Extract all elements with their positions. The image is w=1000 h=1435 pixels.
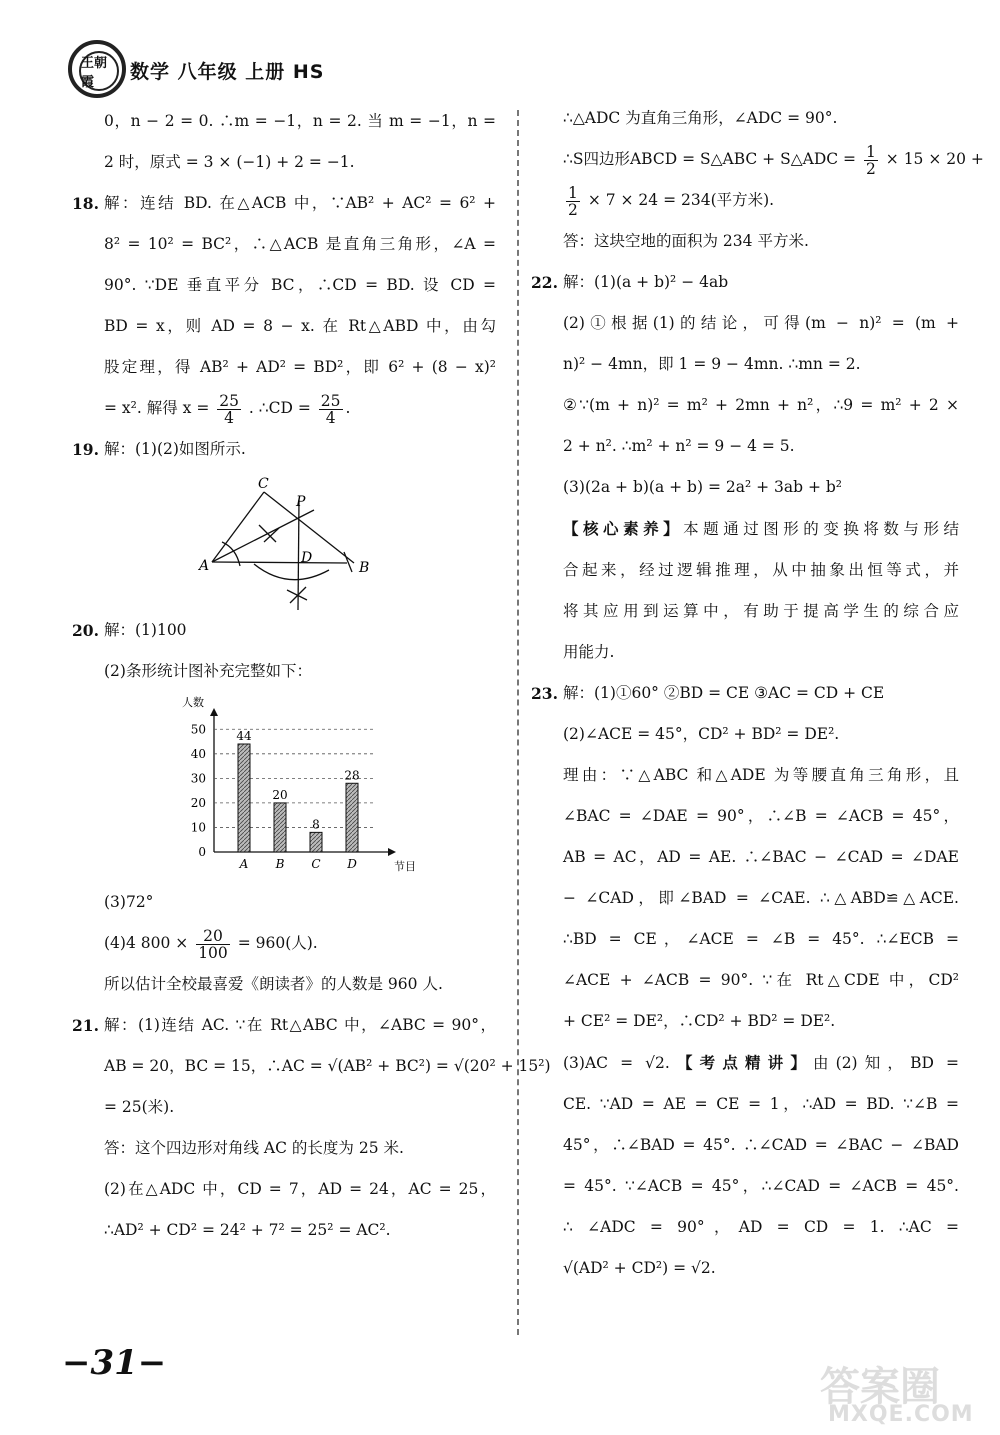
- text-line: 理由：∵△ABC 和△ADE 为等腰直角三角形，且: [563, 766, 959, 784]
- text-line: ∠ACE + ∠ACB = 90°. ∵在 Rt△CDE 中，CD²: [563, 971, 959, 989]
- question-number: 23.: [531, 684, 558, 703]
- x-tick-label: B: [275, 857, 285, 871]
- bar-value-label: 44: [236, 729, 252, 743]
- right-column: [531, 98, 984, 1289]
- text-line: = x². 解得 x = $\frac{25}{4}$ . ∴CD = $\frac{25}{4}$ .: [104, 391, 351, 427]
- logo-text: 王朝霞: [79, 51, 119, 91]
- text-line: 90°. ∵DE 垂直平分 BC，∴CD = BD. 设 CD =: [104, 276, 496, 294]
- q18-line: 18. 解：连结 BD. 在△ACB 中，∵AB² + AC² = 6² +: [104, 183, 496, 224]
- text-line: 合起来，经过逻辑推理，从中抽象出恒等式，并: [563, 561, 959, 579]
- text-line: = 45°. ∵∠ACB = 45°，∴∠CAD = ∠ACB = 45°.: [563, 1177, 959, 1195]
- q19-line: 19. 解：(1)(2)如图所示.: [104, 429, 496, 470]
- y-tick-label: 20: [190, 795, 206, 810]
- y-tick-label: 0: [198, 845, 206, 859]
- bar-B: [274, 803, 286, 852]
- text-line: (2)①根据(1)的结论，可得(m − n)² = (m +: [563, 314, 959, 332]
- text-line: ∠BAC = ∠DAE = 90°，∴∠B = ∠ACB = 45°，: [563, 807, 959, 825]
- bar-C: [310, 832, 322, 852]
- key-point-tag: 【考点精讲】: [669, 1053, 813, 1072]
- text-line: 0，n − 2 = 0. ∴m = −1，n = 2. 当 m = −1，n =: [104, 112, 496, 130]
- fraction: $\frac{20}{100}$: [198, 926, 228, 962]
- bar-value-label: 20: [272, 787, 288, 802]
- text-line: 所以估计全校最喜爱《朗读者》的人数是 960 人.: [104, 975, 443, 993]
- text-line: (3)(2a + b)(a + b) = 2a² + 3ab + b²: [563, 478, 843, 496]
- text-line: (4)4 800 × $\frac{20}{100}$ = 960(人).: [104, 926, 318, 962]
- book-title: 数学 八年级 上册 HS: [130, 61, 325, 83]
- label-a: A: [199, 558, 210, 574]
- text-line: ∴S四边形ABCD = S△ABC + S△ADC = $\frac{1}{2}$ × 15 × 20 +: [563, 142, 984, 178]
- x-tick-label: C: [311, 857, 321, 871]
- question-number: 21.: [72, 1016, 99, 1035]
- q20-line: 20. 解：(1)100: [104, 610, 496, 651]
- y-tick-label: 10: [190, 820, 206, 835]
- label-b: B: [359, 560, 370, 576]
- y-tick-label: 30: [190, 771, 206, 786]
- question-number: 22.: [531, 273, 558, 292]
- page-number: −31−: [62, 1343, 167, 1383]
- x-axis-arrow: [388, 848, 396, 856]
- text-line: n)² − 4mn，即 1 = 9 − 4mn. ∴mn = 2.: [563, 355, 861, 373]
- text-line: (2)在△ADC 中，CD = 7，AD = 24，AC = 25，: [104, 1180, 496, 1198]
- y-tick-label: 50: [190, 722, 206, 737]
- text-line: 8² = 10² = BC²，∴△ACB 是直角三角形，∠A =: [104, 235, 496, 253]
- label-c: C: [258, 476, 269, 492]
- text-line: − ∠CAD，即∠BAD = ∠CAE. ∴△ABD≌△ACE.: [563, 889, 959, 907]
- text-line: (2)∠ACE = 45°，CD² + BD² = DE².: [563, 725, 840, 743]
- text-line: CE. ∵AD = AE = CE = 1，∴AD = BD. ∵∠B =: [563, 1095, 959, 1113]
- q22-line: 22. 解：(1)(a + b)² − 4ab: [563, 262, 959, 303]
- text-line: 股定理，得 AB² + AD² = BD²，即 6² + (8 − x)²: [104, 358, 496, 376]
- text-line: ②∵(m + n)² = m² + 2mn + n²，∴9 = m² + 2 ×: [563, 396, 959, 414]
- text-line: 将其应用到运算中，有助于提高学生的综合应: [563, 602, 959, 620]
- text-line: 45°，∴∠BAD = 45°. ∴∠CAD = ∠BAC − ∠BAD: [563, 1136, 959, 1154]
- fraction: $\frac{1}{2}$: [865, 142, 876, 178]
- text-line: BD = x，则 AD = 8 − x. 在 Rt△ABD 中，由勾: [104, 317, 496, 335]
- core-literacy-tag: 【核心素养】: [563, 519, 684, 538]
- text-line: √(AD² + CD²) = √2.: [563, 1259, 716, 1277]
- fraction: $\frac{1}{2}$: [568, 183, 578, 219]
- question-number: 20.: [72, 621, 99, 640]
- bar-D: [346, 783, 358, 852]
- label-d: D: [301, 550, 313, 566]
- text-line: 【核心素养】本题通过图形的变换将数与形结: [563, 519, 959, 538]
- x-axis-label: 节目: [394, 860, 416, 873]
- text-line: 用能力.: [563, 643, 615, 661]
- text-line: $\frac{1}{2}$ × 7 × 24 = 234(平方米).: [568, 183, 775, 219]
- text-line: AB = 20，BC = 15，∴AC = √(AB² + BC²) = √(20² + 15²): [104, 1057, 551, 1075]
- y-tick-label: 40: [190, 746, 206, 761]
- bar-A: [238, 744, 250, 852]
- bar-value-label: 8: [312, 817, 320, 832]
- text-line: (3)AC = √2.【考点精讲】由(2)知，BD =: [563, 1053, 959, 1072]
- bar-chart: [104, 692, 424, 882]
- text-line: ∴ ∠ADC = 90°，AD = CD = 1. ∴AC =: [563, 1218, 959, 1236]
- text-line: 答：这个四边形对角线 AC 的长度为 25 米.: [104, 1139, 404, 1157]
- text-line: (3)72°: [104, 893, 154, 911]
- bar-value-label: 28: [344, 768, 360, 783]
- text-line: 答：这块空地的面积为 234 平方米.: [563, 232, 809, 250]
- text-line: ∴AD² + CD² = 24² + 7² = 25² = AC².: [104, 1221, 391, 1239]
- y-axis-arrow: [210, 708, 218, 716]
- question-number: 19.: [72, 440, 99, 459]
- geometry-figure: [104, 470, 484, 610]
- text-line: + CE² = DE²，∴CD² + BD² = DE².: [563, 1012, 836, 1030]
- fraction: $\frac{25}{4}$: [320, 391, 341, 427]
- watermark-logo: 答案圈: [820, 1364, 940, 1410]
- text-line: ∴△ADC 为直角三角形，∠ADC = 90°.: [563, 109, 838, 127]
- question-number: 18.: [72, 194, 99, 213]
- q23-line: 23. 解：(1)①60° ②BD = CE ③AC = CD + CE: [563, 673, 959, 714]
- text-line: AB = AC，AD = AE. ∴∠BAC − ∠CAD = ∠DAE: [563, 848, 959, 866]
- text-line: ∴BD = CE，∠ACE = ∠B = 45°. ∴∠ECB =: [563, 930, 959, 948]
- fraction: $\frac{25}{4}$: [219, 391, 239, 427]
- column-divider: [517, 110, 519, 1335]
- text-line: (2)条形统计图补充完整如下：: [104, 662, 312, 680]
- q21-line: 21. 解：(1)连结 AC. ∵在 Rt△ABC 中，∠ABC = 90°，: [104, 1005, 496, 1046]
- x-tick-label: A: [239, 857, 249, 871]
- text-line: 2 + n². ∴m² + n² = 9 − 4 = 5.: [563, 437, 795, 455]
- publisher-logo: [68, 40, 126, 98]
- watermark-url: MXQE.COM: [828, 1402, 974, 1427]
- y-axis-label: 人数: [182, 696, 204, 709]
- page-header: [68, 40, 368, 102]
- text-line: = 25(米).: [104, 1098, 175, 1116]
- x-tick-label: D: [347, 857, 357, 871]
- label-p: P: [296, 494, 306, 510]
- text-line: 2 时，原式 = 3 × (−1) + 2 = −1.: [104, 153, 355, 171]
